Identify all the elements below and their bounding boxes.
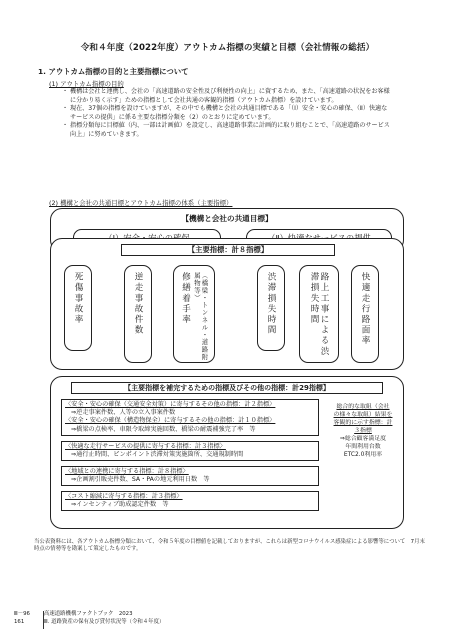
bullet-mark: ・ <box>62 88 69 95</box>
support-group-heading: 〈安全・安心の確保（構造物保全）に寄与するその他の指標：計１０指標〉 <box>65 417 276 425</box>
indicator-note: （橋梁・トンネル・道路附属物等） <box>193 272 209 361</box>
side-line: の様々な取組）結果を <box>333 412 393 418</box>
support-group-service <box>61 441 319 461</box>
page-title: 令和４年度（2022年度）アウトカム指標の実績と目標（会社情報の総括） <box>80 43 375 53</box>
indicator-wrong-way <box>124 265 152 363</box>
chapter-title: Ⅲ. 道路資産の保有及び貸付状況等（令和４年度） <box>44 618 165 625</box>
indicator-congestion-loss <box>257 265 285 351</box>
supporting-indicators-title: 【主要指標を補完するための指標及びその他の指標：計29指標】 <box>71 382 383 394</box>
page-number-section: Ⅲ－96 <box>14 611 30 617</box>
bullet-text: 現在、37個の指標を設けていますが、その中でも機構と会社の共通目標である「（Ⅰ）安全・安心の確保、（Ⅱ）快適なサービスの提供」に係る主要な指標分類を（2）のとおりに定めています。 <box>70 105 388 121</box>
subsection-heading-purpose: (1) アウトカム指標の目的 <box>49 80 124 88</box>
footnote: 当公表資料には、各アウトカム指標分類において、令和５年度の目標値を記載しておりますが、これらは新型コロナウイルス感染症による影響等について 7月末時点の情勢等を勘案して策定したものです。 <box>34 539 425 553</box>
side-line: ３指標 <box>354 428 372 434</box>
indicator-label: 死傷事故率 <box>73 272 83 325</box>
supporting-indicators-box <box>50 376 404 529</box>
indicator-label: 快適走行路面率 <box>360 272 370 347</box>
indicator-diagram <box>50 208 404 528</box>
page-footer <box>14 611 454 626</box>
support-group-heading: 〈地域との連携に寄与する指標：計８指標〉 <box>65 468 189 475</box>
bullet-item <box>62 105 392 122</box>
side-line: ETC2.0利用率 <box>343 452 383 458</box>
bullet-list <box>62 88 392 140</box>
bullet-mark: ・ <box>62 105 69 113</box>
indicator-label: 修繕着手率 <box>180 272 191 325</box>
support-group-safety <box>61 399 319 436</box>
side-line: ⇒総合顧客満足度 <box>339 436 387 442</box>
indicator-label: 路上工事による渋滞損失時間 <box>309 272 329 357</box>
side-line: 総合的な取組（会社 <box>336 404 390 410</box>
bullet-item <box>62 122 392 139</box>
support-group-detail: ⇒企画割引販売件数、SA・PAの地元利用日数 等 <box>71 476 210 484</box>
main-indicators-title: 【主要指標：計８指標】 <box>121 244 335 256</box>
side-line: 客観的に示す指標：計 <box>333 420 393 426</box>
support-group-detail: ⇒通行止時間、ピンポイント渋滞対策実施箇所、交通規制時間 <box>71 451 244 459</box>
support-group-detail: ⇒逆走事案件数、人等の立入事案件数 <box>71 409 176 417</box>
support-group-cost <box>61 491 319 511</box>
footer-divider <box>43 611 44 629</box>
indicator-label: 渋滞損失時間 <box>266 272 276 336</box>
support-group-heading: 〈快適な走行サービスの提供に寄与する指標：計３指標〉 <box>65 443 226 450</box>
indicator-repair-rate <box>173 265 215 363</box>
bullet-text: 機構は会社と連携し、会社の「高速道路の安全性及び利便性の向上」に資するため、また、「高速道路の状況をお客様に分かり易く示す」ための指標として会社共通の客観的指標（アウトカム指標）を設けています。 <box>70 88 390 104</box>
support-group-regional <box>61 466 319 486</box>
footer-row-top <box>14 611 454 619</box>
book-title: 高速道路機構ファクトブック 2023 <box>44 611 133 617</box>
side-line: 年間利用台数 <box>345 444 381 450</box>
indicator-road-surface <box>351 265 379 363</box>
footer-row-bottom <box>14 619 454 627</box>
common-goal-title: 【機構と会社の共通目標】 <box>181 214 273 223</box>
support-group-heading: 〈安全・安心の確保（交通安全対策）に寄与するその他の指標：計２指標〉 <box>65 401 276 408</box>
bullet-item <box>62 88 392 105</box>
bullet-mark: ・ <box>62 122 69 130</box>
indicator-fatality-rate <box>64 265 92 351</box>
indicator-label: 逆走事故件数 <box>133 272 143 336</box>
subsection-heading-system: (2) 機構と会社の共通目標とアウトカム指標の体系（主要指標） <box>49 199 233 207</box>
support-group-detail: ⇒橋梁の点検率、車限令取締実施回数、橋梁の耐震補強完了率 等 <box>71 425 256 433</box>
section-heading: 1. アウトカム指標の目的と主要指標について <box>38 67 189 76</box>
support-group-heading: 〈コスト縮減に寄与する指標：計３指標〉 <box>65 493 183 500</box>
comprehensive-indicators-box <box>327 400 399 500</box>
page-number: 161 <box>14 618 25 625</box>
indicator-roadwork-congestion <box>299 265 339 363</box>
bullet-text: 指標分類毎に目標値（内、一部は計画値）を設定し、高速道路事業に計画的に取り組むことで、「高速道路のサービス向上」に努めていきます。 <box>70 122 390 138</box>
support-group-detail: ⇒インセンティブ助成認定件数 等 <box>71 501 169 509</box>
main-indicators-box <box>50 238 404 370</box>
